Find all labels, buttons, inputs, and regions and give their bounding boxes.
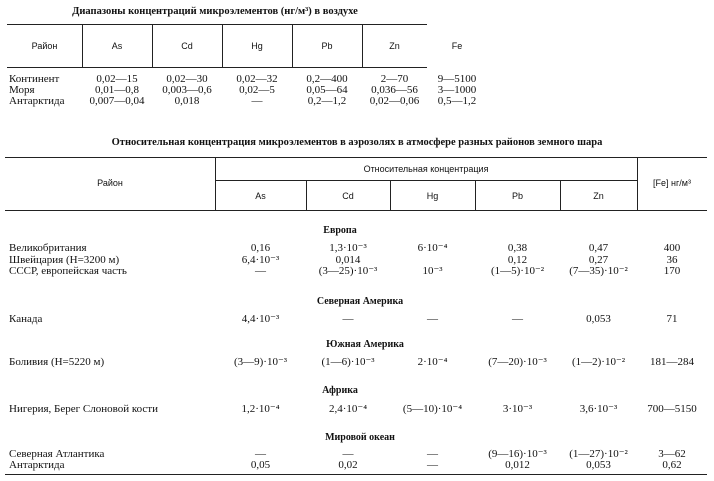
- table2-cell: 0,02: [338, 459, 358, 471]
- table2-bottom-rule: [5, 474, 707, 475]
- table1-header-cd: Cd: [181, 41, 193, 51]
- table1-cell: 0,003—0,6: [162, 84, 212, 96]
- table1-cell: 0,02—15: [96, 73, 138, 85]
- table2-cell: 1,2·10⁻⁴: [241, 403, 280, 415]
- table2-cell: 700—5150: [647, 403, 697, 415]
- table2-cell: 0,38: [507, 242, 528, 254]
- table2-cell: —: [342, 313, 354, 325]
- table2-cell: 0,62: [662, 459, 682, 471]
- table2-cell: 4,4·10⁻³: [241, 313, 280, 325]
- table2-cell: 3—62: [658, 448, 686, 460]
- table2-cell: —: [255, 448, 266, 460]
- table2-cell: —: [427, 448, 438, 460]
- table1-cell: 0,036—56: [371, 84, 418, 96]
- table2-row-region: Великобритания: [9, 242, 87, 254]
- table2-title: Относительная концентрация микроэлементов в аэрозолях в атмосфере разных районов земного шара: [111, 137, 603, 148]
- table2-row-region: Боливия (H=5220 м): [9, 356, 105, 368]
- group-heading-world-ocean: Мировой океан: [325, 432, 395, 443]
- group-heading-africa: Африка: [322, 385, 358, 396]
- table2-cell: 71: [666, 313, 678, 325]
- table1-cell: 0,5—1,2: [437, 95, 477, 107]
- table1-cell: 3—1000: [437, 84, 477, 96]
- table1-cell: 0,02—5: [239, 84, 275, 96]
- table2-cell: 400: [663, 242, 681, 254]
- table2-cell: 0,053: [586, 459, 611, 471]
- table2-header-hg: Hg: [426, 191, 439, 201]
- table1-header-hg: Hg: [251, 41, 263, 51]
- table1-title: Диапазоны концентраций микроэлементов (нг/м³) в воздухе: [72, 6, 358, 17]
- table2-cell: (7—35)·10⁻²: [569, 265, 628, 277]
- table2-cell: —: [512, 313, 523, 325]
- table2-cell: 0,05: [250, 459, 271, 471]
- table2-cell: 1,3·10⁻³: [329, 242, 367, 254]
- table2-cell: 0,47: [588, 242, 609, 254]
- table1-cell: 0,2—1,2: [307, 95, 347, 107]
- table2-cell: 2,4·10⁻⁴: [328, 403, 368, 415]
- table1-cell: 9—5100: [437, 73, 477, 85]
- group-heading-south-america: Южная Америка: [326, 339, 404, 350]
- table1-cell: 0,007—0,04: [89, 95, 145, 107]
- group-heading-europe: Европа: [323, 225, 357, 236]
- table2-group-rule: [215, 180, 637, 181]
- table2-cell: (3—25)·10⁻³: [318, 265, 378, 277]
- table2-cell: (1—2)·10⁻²: [571, 356, 626, 368]
- table2-row-region: Канада: [9, 313, 43, 325]
- table2-header-group: Относительная концентрация: [363, 164, 489, 174]
- table2-row-region: Нигерия, Берег Слоновой кости: [9, 403, 158, 415]
- table1-header-zn: Zn: [389, 41, 400, 51]
- table2-cell: (1—27)·10⁻²: [569, 448, 628, 460]
- table2-header-pb: Pb: [511, 191, 523, 201]
- table2-cell: 0,27: [588, 254, 609, 266]
- table2-cell: 3·10⁻³: [502, 403, 533, 415]
- table1-cell: 0,02—32: [236, 73, 278, 85]
- table1-cell: 0,02—30: [166, 73, 208, 85]
- table2-top-rule: [5, 157, 707, 158]
- table1-cell: 2—70: [380, 73, 409, 85]
- table2-cell: —: [427, 459, 438, 471]
- table2-cell: (3—9)·10⁻³: [233, 356, 288, 368]
- table2-cell: 0,053: [586, 313, 611, 325]
- group-heading-north-america: Северная Америка: [316, 296, 404, 307]
- table2-header-cd: Cd: [342, 191, 354, 201]
- table2-header-fe: [Fe] нг/м³: [653, 178, 691, 188]
- table1-cell: 0,018: [174, 95, 200, 107]
- table2-cell: 0,012: [505, 459, 530, 471]
- table2-cell: 170: [663, 265, 681, 277]
- table2-cell: (1—5)·10⁻²: [490, 265, 545, 277]
- table1-top-rule: [7, 24, 427, 25]
- table2-cell: 36: [666, 254, 678, 266]
- table2-header-zn: Zn: [593, 191, 604, 201]
- table2-header-as: As: [255, 191, 266, 201]
- table2-row-region: Антарктида: [9, 459, 65, 471]
- table2-row-region: СССР, европейская часть: [9, 265, 127, 277]
- table2-row-region: Северная Атлантика: [9, 448, 105, 460]
- table1-cell: 0,02—0,06: [369, 95, 420, 107]
- table2-cell: 2·10⁻⁴: [417, 356, 448, 368]
- table2-row-region: Швейцария (H=3200 м): [9, 254, 120, 266]
- table2-cell: 3,6·10⁻³: [579, 403, 618, 415]
- table2-cell: 6·10⁻⁴: [417, 242, 448, 254]
- table1-cell: 0,2—400: [306, 73, 348, 85]
- table2-cell: (5—10)·10⁻⁴: [402, 403, 463, 415]
- table1-cell: —: [251, 95, 263, 107]
- table1-row-region: Антарктида: [9, 95, 65, 107]
- table2-cell: 6,4·10⁻³: [241, 254, 280, 266]
- table2-cell: 181—284: [650, 356, 694, 368]
- table1-header-fe: Fe: [451, 41, 463, 51]
- table1-cell: 0,05—64: [306, 84, 348, 96]
- table2-header-region: Район: [97, 178, 123, 188]
- table2-cell: —: [427, 313, 438, 325]
- table1-cell: 0,01—0,8: [95, 84, 139, 96]
- table2-cell: 0,12: [507, 254, 528, 266]
- table1-header-as: As: [111, 41, 123, 51]
- table2-cell: 0,16: [250, 242, 271, 254]
- table2-header-rule: [5, 210, 707, 211]
- table1-header-region: Район: [31, 41, 58, 51]
- table1-row-region: Континент: [9, 73, 60, 85]
- table1-header-rule: [7, 67, 427, 68]
- table2-cell: 0,014: [335, 254, 361, 266]
- table1-row-region: Моря: [9, 84, 35, 96]
- table2-cell: —: [342, 448, 354, 460]
- table1-header-pb: Pb: [321, 41, 333, 51]
- table2-cell: —: [255, 265, 266, 277]
- table2-cell: (7—20)·10⁻³: [488, 356, 547, 368]
- table2-cell: (1—6)·10⁻³: [321, 356, 375, 368]
- table2-cell: 10⁻³: [422, 265, 443, 277]
- table2-cell: (9—16)·10⁻³: [488, 448, 547, 460]
